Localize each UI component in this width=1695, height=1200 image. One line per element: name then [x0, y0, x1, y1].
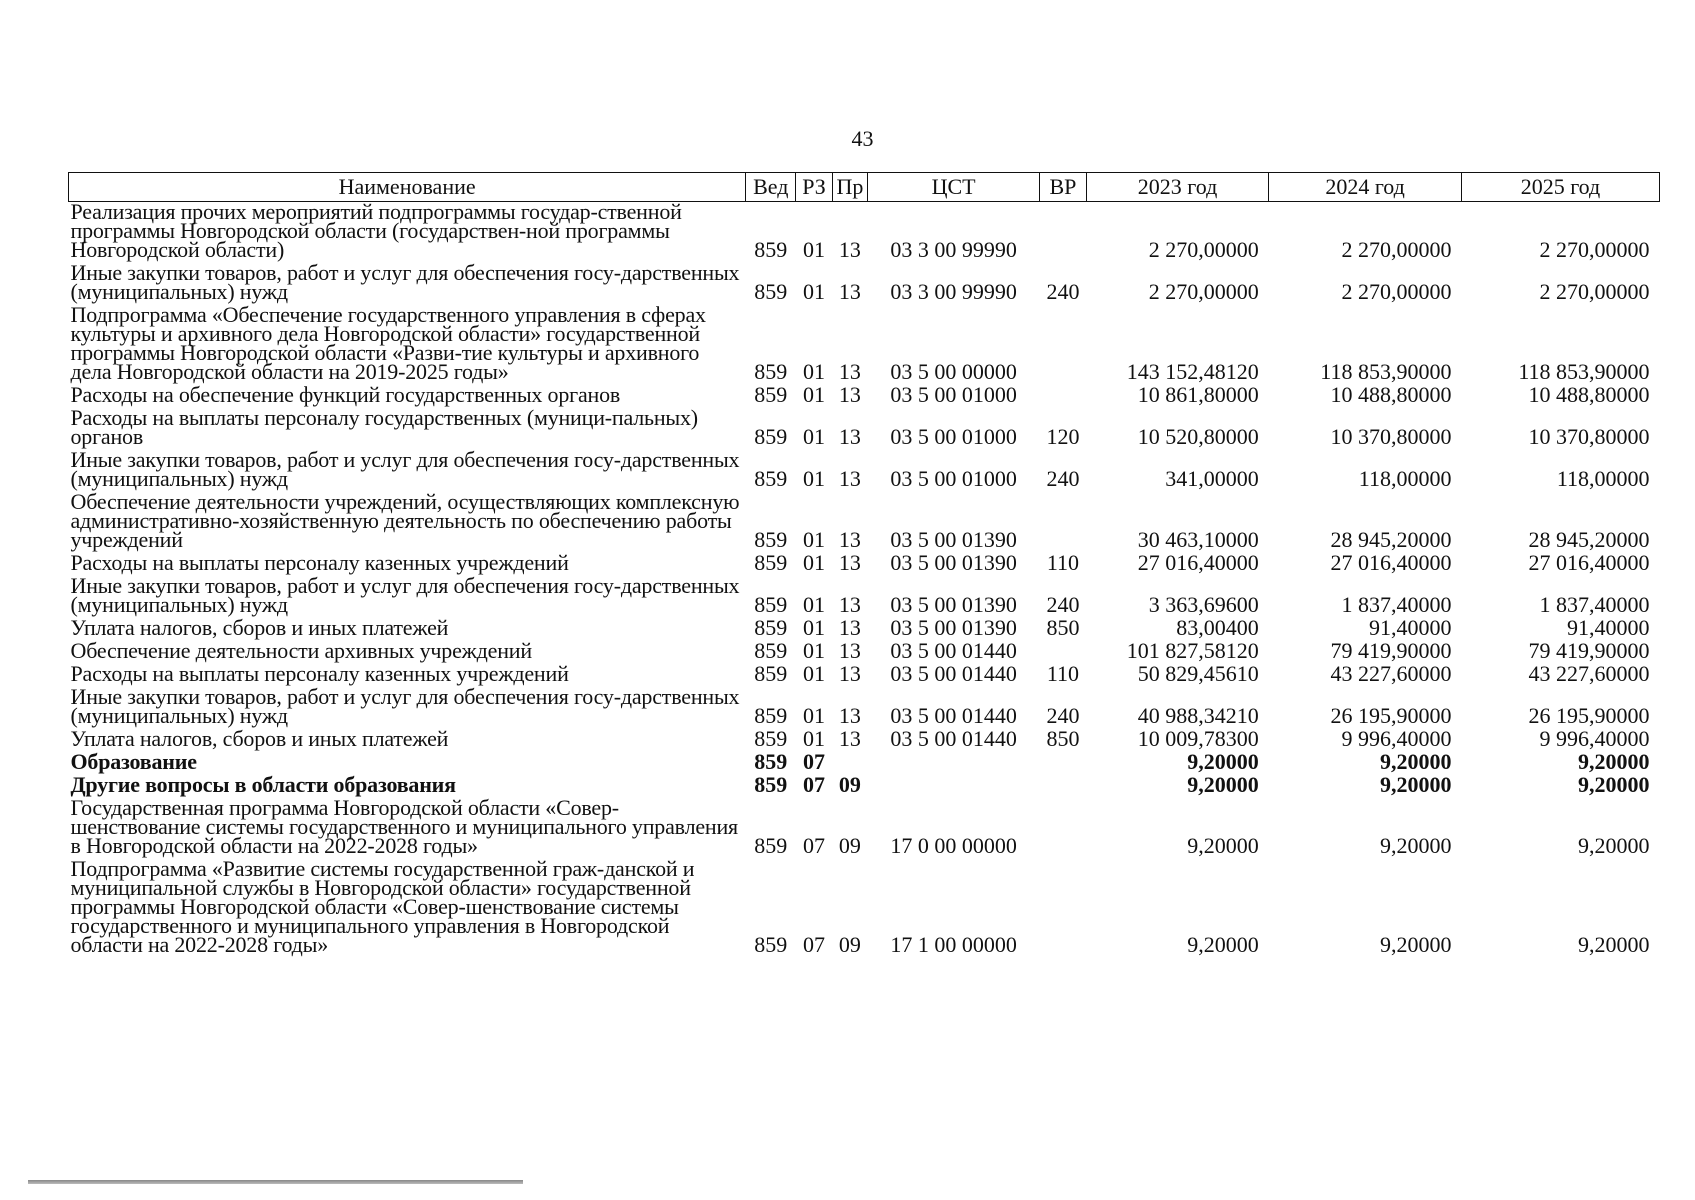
cell-2023: 10 520,80000: [1137, 424, 1259, 449]
cell-2025: 26 195,90000: [1528, 703, 1650, 728]
cell-2023: 27 016,40000: [1137, 550, 1259, 575]
cell-rz: 07: [802, 749, 825, 774]
cell-2025: 118,00000: [1556, 466, 1650, 491]
scan-edge-line: [28, 1180, 523, 1184]
col-header-ved: Вед: [746, 173, 796, 202]
cell-2024: 118 853,90000: [1320, 359, 1452, 384]
cell-name: Расходы на выплаты персоналу казенных учреждений: [70, 550, 569, 575]
cell-name: Подпрограмма «Обеспечение государственного управления в сферах культуры и архивного дела Новгородской области» государственной программы Новгородской области «Разви-тие культуры и архивного дела Новгородской области на 2019-2025 годы»: [70, 302, 706, 384]
col-header-name: Наименование: [69, 173, 746, 202]
cell-2024: 2 270,00000: [1341, 237, 1452, 262]
table-row: [69, 263, 1660, 305]
cell-name: Иные закупки товаров, работ и услуг для обеспечения госу-дарственных (муниципальных) нужд: [70, 260, 740, 304]
cell-2025: 79 419,90000: [1528, 638, 1650, 663]
cell-2023: 9,20000: [1187, 772, 1259, 797]
cell-2025: 9,20000: [1578, 932, 1650, 957]
cell-2023: 3 363,69600: [1148, 592, 1259, 617]
cell-vr: 240: [1046, 703, 1080, 728]
cell-pr: 09: [838, 772, 861, 797]
cell-name: Обеспечение деятельности учреждений, осуществляющих комплексную административно-хозяйственную деятельность по обеспечению работы учреждений: [70, 489, 740, 552]
cell-2023: 2 270,00000: [1148, 237, 1259, 262]
cell-rz: 01: [802, 703, 825, 728]
cell-ved: 859: [754, 466, 788, 491]
cell-pr: 13: [838, 466, 861, 491]
table-row: [69, 492, 1660, 553]
cell-ved: 859: [754, 527, 788, 552]
cell-2025: 118 853,90000: [1518, 359, 1650, 384]
cell-rz: 01: [802, 279, 825, 304]
cell-pr: 13: [838, 382, 861, 407]
cell-cst: 17 0 00 00000: [890, 833, 1017, 858]
cell-ved: 859: [754, 726, 788, 751]
cell-ved: 859: [754, 661, 788, 686]
cell-2024: 28 945,20000: [1330, 527, 1452, 552]
cell-name: Иные закупки товаров, работ и услуг для обеспечения госу-дарственных (муниципальных) нужд: [70, 447, 740, 491]
cell-name: Расходы на выплаты персоналу государственных (муници-пальных) органов: [70, 405, 698, 449]
cell-pr: 13: [838, 638, 861, 663]
cell-name: Подпрограмма «Развитие системы государственной граж-данской и муниципальной службы в Новгородской области» государственной программы Новгородской области «Совер-шенствование системы государственного и муниципального управления в Новгородской области на 2022-2028 годы»: [70, 856, 695, 957]
table-row: [69, 859, 1660, 958]
cell-2025: 43 227,60000: [1528, 661, 1650, 686]
cell-vr: [1040, 752, 1087, 775]
cell-2025: 9,20000: [1578, 749, 1650, 774]
cell-cst: 03 3 00 99990: [890, 279, 1017, 304]
cell-vr: [1040, 859, 1087, 958]
cell-rz: 07: [802, 833, 825, 858]
cell-vr: 240: [1046, 466, 1080, 491]
cell-ved: 859: [754, 359, 788, 384]
cell-2023: 10 009,78300: [1137, 726, 1259, 751]
cell-pr: 13: [838, 279, 861, 304]
cell-2025: 10 488,80000: [1528, 382, 1650, 407]
cell-cst: 03 5 00 01390: [890, 615, 1017, 640]
cell-ved: 859: [754, 932, 788, 957]
cell-rz: 07: [802, 932, 825, 957]
cell-2024: 9,20000: [1379, 772, 1452, 797]
cell-2024: 9,20000: [1379, 833, 1452, 858]
cell-2023: 10 861,80000: [1137, 382, 1259, 407]
cell-ved: 859: [754, 638, 788, 663]
cell-name: Обеспечение деятельности архивных учреждений: [70, 638, 532, 663]
cell-pr: 13: [838, 615, 861, 640]
cell-cst: 03 5 00 01390: [890, 550, 1017, 575]
cell-ved: 859: [754, 592, 788, 617]
col-header-rz: РЗ: [796, 173, 832, 202]
cell-ved: 859: [754, 424, 788, 449]
table-row: [69, 408, 1660, 450]
budget-table: [68, 172, 1660, 958]
cell-2025: 91,40000: [1567, 615, 1650, 640]
cell-vr: 240: [1046, 279, 1080, 304]
cell-ved: 859: [754, 833, 788, 858]
cell-2023: 50 829,45610: [1137, 661, 1259, 686]
cell-2023: 2 270,00000: [1148, 279, 1259, 304]
cell-cst: 03 5 00 01440: [890, 726, 1017, 751]
cell-name: Другие вопросы в области образования: [70, 772, 456, 797]
cell-vr: [1040, 775, 1087, 798]
cell-name: Иные закупки товаров, работ и услуг для обеспечения госу-дарственных (муниципальных) нужд: [70, 684, 740, 728]
cell-cst: [868, 775, 1040, 798]
table-row: [69, 798, 1660, 859]
col-header-2024: 2024 год: [1269, 173, 1462, 202]
cell-rz: 01: [802, 638, 825, 663]
cell-cst: 03 3 00 99990: [890, 237, 1017, 262]
cell-ved: 859: [754, 382, 788, 407]
col-header-2023: 2023 год: [1086, 173, 1268, 202]
cell-cst: 17 1 00 00000: [890, 932, 1017, 957]
cell-2024: 9,20000: [1379, 749, 1452, 774]
cell-name: Расходы на выплаты персоналу казенных учреждений: [70, 661, 569, 686]
cell-pr: 13: [838, 592, 861, 617]
cell-cst: 03 5 00 00000: [890, 359, 1017, 384]
col-header-pr: Пр: [832, 173, 867, 202]
cell-rz: 01: [802, 615, 825, 640]
table-row: [69, 450, 1660, 492]
cell-name: Государственная программа Новгородской области «Совер-шенствование системы государственного и муниципального управления в Новгородской области на 2022-2028 годы»: [70, 795, 738, 858]
cell-2023: 83,00400: [1176, 615, 1259, 640]
cell-2024: 91,40000: [1368, 615, 1452, 640]
cell-pr: 13: [838, 424, 861, 449]
cell-cst: 03 5 00 01390: [890, 527, 1017, 552]
cell-2025: 9,20000: [1578, 833, 1650, 858]
cell-2024: 2 270,00000: [1341, 279, 1452, 304]
cell-2024: 9,20000: [1379, 932, 1452, 957]
cell-2025: 10 370,80000: [1528, 424, 1650, 449]
cell-cst: 03 5 00 01000: [890, 382, 1017, 407]
cell-name: Реализация прочих мероприятий подпрограммы государ-ственной программы Новгородской области (государствен-ной программы Новгородской области): [70, 199, 682, 262]
cell-vr: [1040, 305, 1087, 385]
cell-2025: 1 837,40000: [1539, 592, 1650, 617]
cell-ved: 859: [754, 279, 788, 304]
cell-rz: 01: [802, 424, 825, 449]
cell-2023: 9,20000: [1187, 749, 1259, 774]
cell-pr: 13: [838, 703, 861, 728]
cell-pr: 13: [838, 527, 861, 552]
cell-pr: 13: [838, 726, 861, 751]
cell-vr: [1040, 798, 1087, 859]
table-row: [69, 687, 1660, 729]
table-row: [69, 305, 1660, 385]
col-header-vr: ВР: [1040, 173, 1087, 202]
cell-rz: 01: [802, 382, 825, 407]
cell-2024: 43 227,60000: [1330, 661, 1452, 686]
table-body: [69, 199, 1660, 959]
cell-2025: 2 270,00000: [1539, 279, 1650, 304]
cell-2024: 9 996,40000: [1341, 726, 1452, 751]
cell-rz: 01: [802, 661, 825, 686]
cell-pr: 13: [838, 661, 861, 686]
cell-ved: 859: [754, 703, 788, 728]
col-header-2025: 2025 год: [1461, 173, 1659, 202]
table-header: [69, 173, 1660, 202]
cell-vr: 240: [1046, 592, 1080, 617]
cell-pr: 13: [838, 359, 861, 384]
cell-name: Иные закупки товаров, работ и услуг для обеспечения госу-дарственных (муниципальных) нужд: [70, 573, 740, 617]
cell-2024: 26 195,90000: [1330, 703, 1452, 728]
cell-rz: 01: [802, 726, 825, 751]
cell-2023: 30 463,10000: [1137, 527, 1259, 552]
cell-pr: 13: [838, 550, 861, 575]
cell-2025: 9 996,40000: [1539, 726, 1650, 751]
cell-pr: 13: [838, 237, 861, 262]
cell-rz: 01: [802, 550, 825, 575]
cell-vr: 110: [1046, 661, 1080, 686]
cell-vr: [1040, 385, 1087, 408]
cell-2024: 10 488,80000: [1330, 382, 1452, 407]
cell-ved: 859: [754, 772, 788, 797]
cell-2024: 79 419,90000: [1330, 638, 1452, 663]
cell-2024: 10 370,80000: [1330, 424, 1452, 449]
cell-rz: 01: [802, 592, 825, 617]
cell-vr: 120: [1046, 424, 1080, 449]
cell-cst: 03 5 00 01440: [890, 703, 1017, 728]
cell-cst: 03 5 00 01000: [890, 424, 1017, 449]
cell-2025: 9,20000: [1578, 772, 1650, 797]
cell-ved: 859: [754, 550, 788, 575]
cell-name: Уплата налогов, сборов и иных платежей: [70, 726, 449, 751]
cell-vr: 850: [1046, 615, 1080, 640]
cell-2025: 2 270,00000: [1539, 237, 1650, 262]
cell-pr: 09: [838, 932, 861, 957]
cell-cst: [868, 752, 1040, 775]
cell-pr: 09: [838, 833, 861, 858]
cell-2023: 101 827,58120: [1126, 638, 1259, 663]
cell-2023: 9,20000: [1187, 932, 1259, 957]
cell-ved: 859: [754, 615, 788, 640]
cell-cst: 03 5 00 01390: [890, 592, 1017, 617]
cell-cst: 03 5 00 01440: [890, 638, 1017, 663]
table-row: [69, 576, 1660, 618]
cell-rz: 01: [802, 359, 825, 384]
cell-vr: 850: [1046, 726, 1080, 751]
cell-vr: [1040, 202, 1087, 264]
cell-name: Образование: [70, 749, 197, 774]
cell-vr: [1040, 492, 1087, 553]
cell-vr: 110: [1046, 550, 1080, 575]
cell-2025: 27 016,40000: [1528, 550, 1650, 575]
cell-cst: 03 5 00 01440: [890, 661, 1017, 686]
cell-rz: 01: [802, 466, 825, 491]
cell-2023: 9,20000: [1187, 833, 1259, 858]
cell-ved: 859: [754, 749, 788, 774]
cell-ved: 859: [754, 237, 788, 262]
page-number: 43: [851, 126, 874, 151]
cell-2024: 1 837,40000: [1341, 592, 1452, 617]
cell-cst: 03 5 00 01000: [890, 466, 1017, 491]
cell-rz: 01: [802, 237, 825, 262]
cell-2023: 143 152,48120: [1126, 359, 1259, 384]
cell-name: Расходы на обеспечение функций государственных органов: [70, 382, 621, 407]
col-header-cst: ЦСТ: [868, 173, 1040, 202]
cell-2025: 28 945,20000: [1528, 527, 1650, 552]
cell-2023: 40 988,34210: [1137, 703, 1259, 728]
cell-2024: 27 016,40000: [1330, 550, 1452, 575]
cell-rz: 07: [802, 772, 825, 797]
cell-rz: 01: [802, 527, 825, 552]
cell-2023: 341,00000: [1165, 466, 1259, 491]
table-row: [69, 202, 1660, 264]
cell-2024: 118,00000: [1358, 466, 1452, 491]
cell-name: Уплата налогов, сборов и иных платежей: [70, 615, 449, 640]
